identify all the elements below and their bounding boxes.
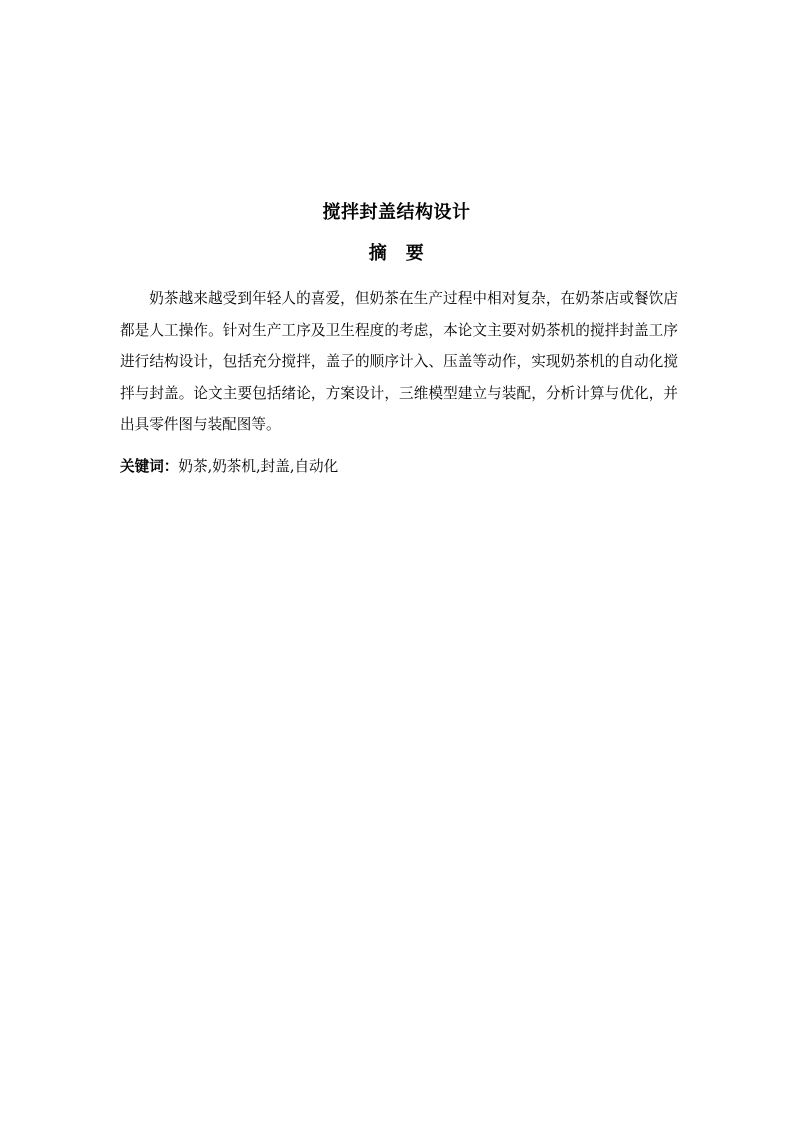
abstract-paragraph: 奶茶越来越受到年轻人的喜爱，但奶茶在生产过程中相对复杂，在奶茶店或餐饮店都是人工操作。针对生产工序及卫生程度的考虑，本论文主要对奶茶机的搅拌封盖工序进行结构设计，包括充分搅拌，盖子的顺序计入、压盖等动作，实现奶茶机的自动化搅拌与封盖。论文主要包括绪论，方案设计，三维模型建立与装配，分析计算与优化，并出具零件图与装配图等。 <box>120 290 678 433</box>
keywords-line <box>120 454 678 480</box>
abstract-heading: 摘 要 <box>368 243 425 264</box>
keywords-label: 关键词： <box>120 458 179 475</box>
keywords-values: 奶茶,奶茶机,封盖,自动化 <box>178 458 339 475</box>
paper-title: 搅拌封盖结构设计 <box>322 202 471 223</box>
